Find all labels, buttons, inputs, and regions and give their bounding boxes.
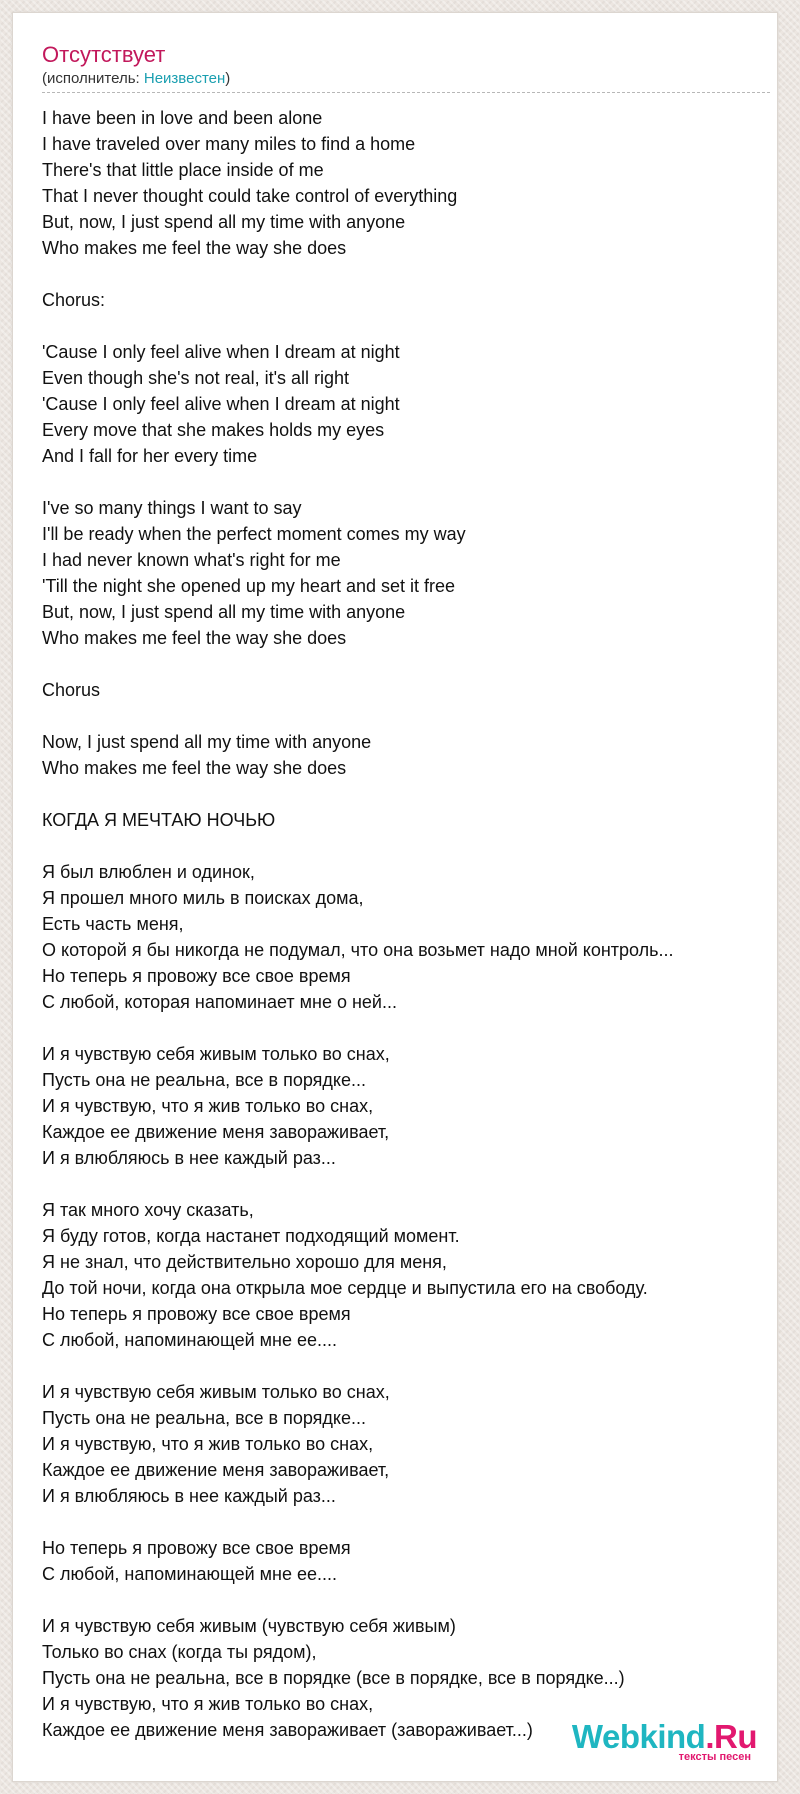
lyric-line: Но теперь я провожу все свое время [42,1538,351,1558]
lyric-line: Who makes me feel the way she does [42,238,347,258]
lyric-line: И я чувствую, что я жив только во снах, [42,1434,374,1454]
lyric-line: Пусть она не реальна, все в порядке... [42,1070,366,1090]
lyric-line: Пусть она не реальна, все в порядке (все в порядке, все в порядке...) [42,1668,625,1688]
logo-wordmark [572,1720,757,1754]
stanza-gap [42,1015,778,1041]
stanza-gap [42,1353,778,1379]
artist-link[interactable]: Неизвестен [143,70,226,87]
lyric-line: Chorus [42,680,101,700]
lyrics-text [42,105,778,1743]
stanza-gap [42,703,778,729]
lyric-line: 'Cause I only feel alive when I dream at night [42,342,400,362]
lyric-line: I have traveled over many miles to find a home [42,134,416,154]
lyric-line: До той ночи, когда она открыла мое сердце и выпустила его на свободу. [42,1278,648,1298]
lyric-line: I have been in love and been alone [42,108,323,128]
lyric-line: 'Cause I only feel alive when I dream at night [42,394,400,414]
song-title: Отсутствует [42,42,166,67]
lyric-line: Каждое ее движение меня завораживает, [42,1460,390,1480]
lyric-line: Who makes me feel the way she does [42,758,347,778]
lyric-line: С любой, которая напоминает мне о ней... [42,992,397,1012]
lyric-line: Но теперь я провожу все свое время [42,1304,351,1324]
lyric-line: И я чувствую себя живым (чувствую себя живым) [42,1616,456,1636]
stanza-gap [42,833,778,859]
lyric-line: Who makes me feel the way she does [42,628,347,648]
site-logo[interactable] [572,1720,757,1763]
stanza-gap [42,313,778,339]
lyric-line: Я был влюблен и одинок, [42,862,255,882]
lyric-line: И я чувствую, что я жив только во снах, [42,1096,374,1116]
lyric-line: There's that little place inside of me [42,160,324,180]
lyric-line: И я чувствую себя живым только во снах, [42,1382,390,1402]
stanza-gap [42,1509,778,1535]
logo-name: Webkind [571,1718,706,1755]
lyric-line: Я прошел много миль в поисках дома, [42,888,364,908]
lyrics-card [12,12,778,1782]
lyric-line: That I never thought could take control of everything [42,186,458,206]
lyric-line: КОГДА Я МЕЧТАЮ НОЧЬЮ [42,810,276,830]
lyric-line: Even though she's not real, it's all right [42,368,350,388]
lyric-line: Есть часть меня, [42,914,184,934]
byline-suffix: ) [225,70,231,87]
lyric-line: И я влюбляюсь в нее каждый раз... [42,1486,336,1506]
lyric-line: I had never known what's right for me [42,550,341,570]
stanza-gap [42,651,778,677]
lyric-line: Но теперь я провожу все свое время [42,966,351,986]
lyric-line: Я буду готов, когда настанет подходящий момент. [42,1226,460,1246]
byline-prefix: (исполнитель: [42,70,144,87]
lyric-line: I'll be ready when the perfect moment comes my way [42,524,466,544]
lyric-line: 'Till the night she opened up my heart and set it free [42,576,456,596]
lyric-line: Каждое ее движение меня завораживает, [42,1122,390,1142]
lyric-line: Каждое ее движение меня завораживает (завораживает...) [42,1720,533,1740]
lyric-line: С любой, напоминающей мне ее.... [42,1330,337,1350]
lyric-line: Now, I just spend all my time with anyone [42,732,372,752]
logo-tagline: тексты песен [678,1751,751,1763]
lyric-line: И я влюбляюсь в нее каждый раз... [42,1148,336,1168]
lyric-line: И я чувствую себя живым только во снах, [42,1044,390,1064]
lyric-line: О которой я бы никогда не подумал, что она возьмет надо мной контроль... [42,940,674,960]
lyric-line: I've so many things I want to say [42,498,302,518]
lyric-line: Только во снах (когда ты рядом), [42,1642,317,1662]
lyric-line: But, now, I just spend all my time with anyone [42,212,406,232]
lyric-line: Я так много хочу сказать, [42,1200,254,1220]
logo-tld: .Ru [705,1718,757,1755]
artist-byline [42,70,770,88]
lyric-line: Пусть она не реальна, все в порядке... [42,1408,366,1428]
lyric-line: Я не знал, что действительно хорошо для меня, [42,1252,447,1272]
stanza-gap [42,469,778,495]
lyric-line: But, now, I just spend all my time with anyone [42,602,406,622]
header-divider [42,92,770,93]
lyric-line: And I fall for her every time [42,446,258,466]
lyric-line: С любой, напоминающей мне ее.... [42,1564,337,1584]
lyric-line: Every move that she makes holds my eyes [42,420,385,440]
stanza-gap [42,261,778,287]
lyric-line: Chorus: [42,290,106,310]
stanza-gap [42,1171,778,1197]
stanza-gap [42,781,778,807]
stanza-gap [42,1587,778,1613]
lyric-line: И я чувствую, что я жив только во снах, [42,1694,374,1714]
song-header [42,41,770,88]
